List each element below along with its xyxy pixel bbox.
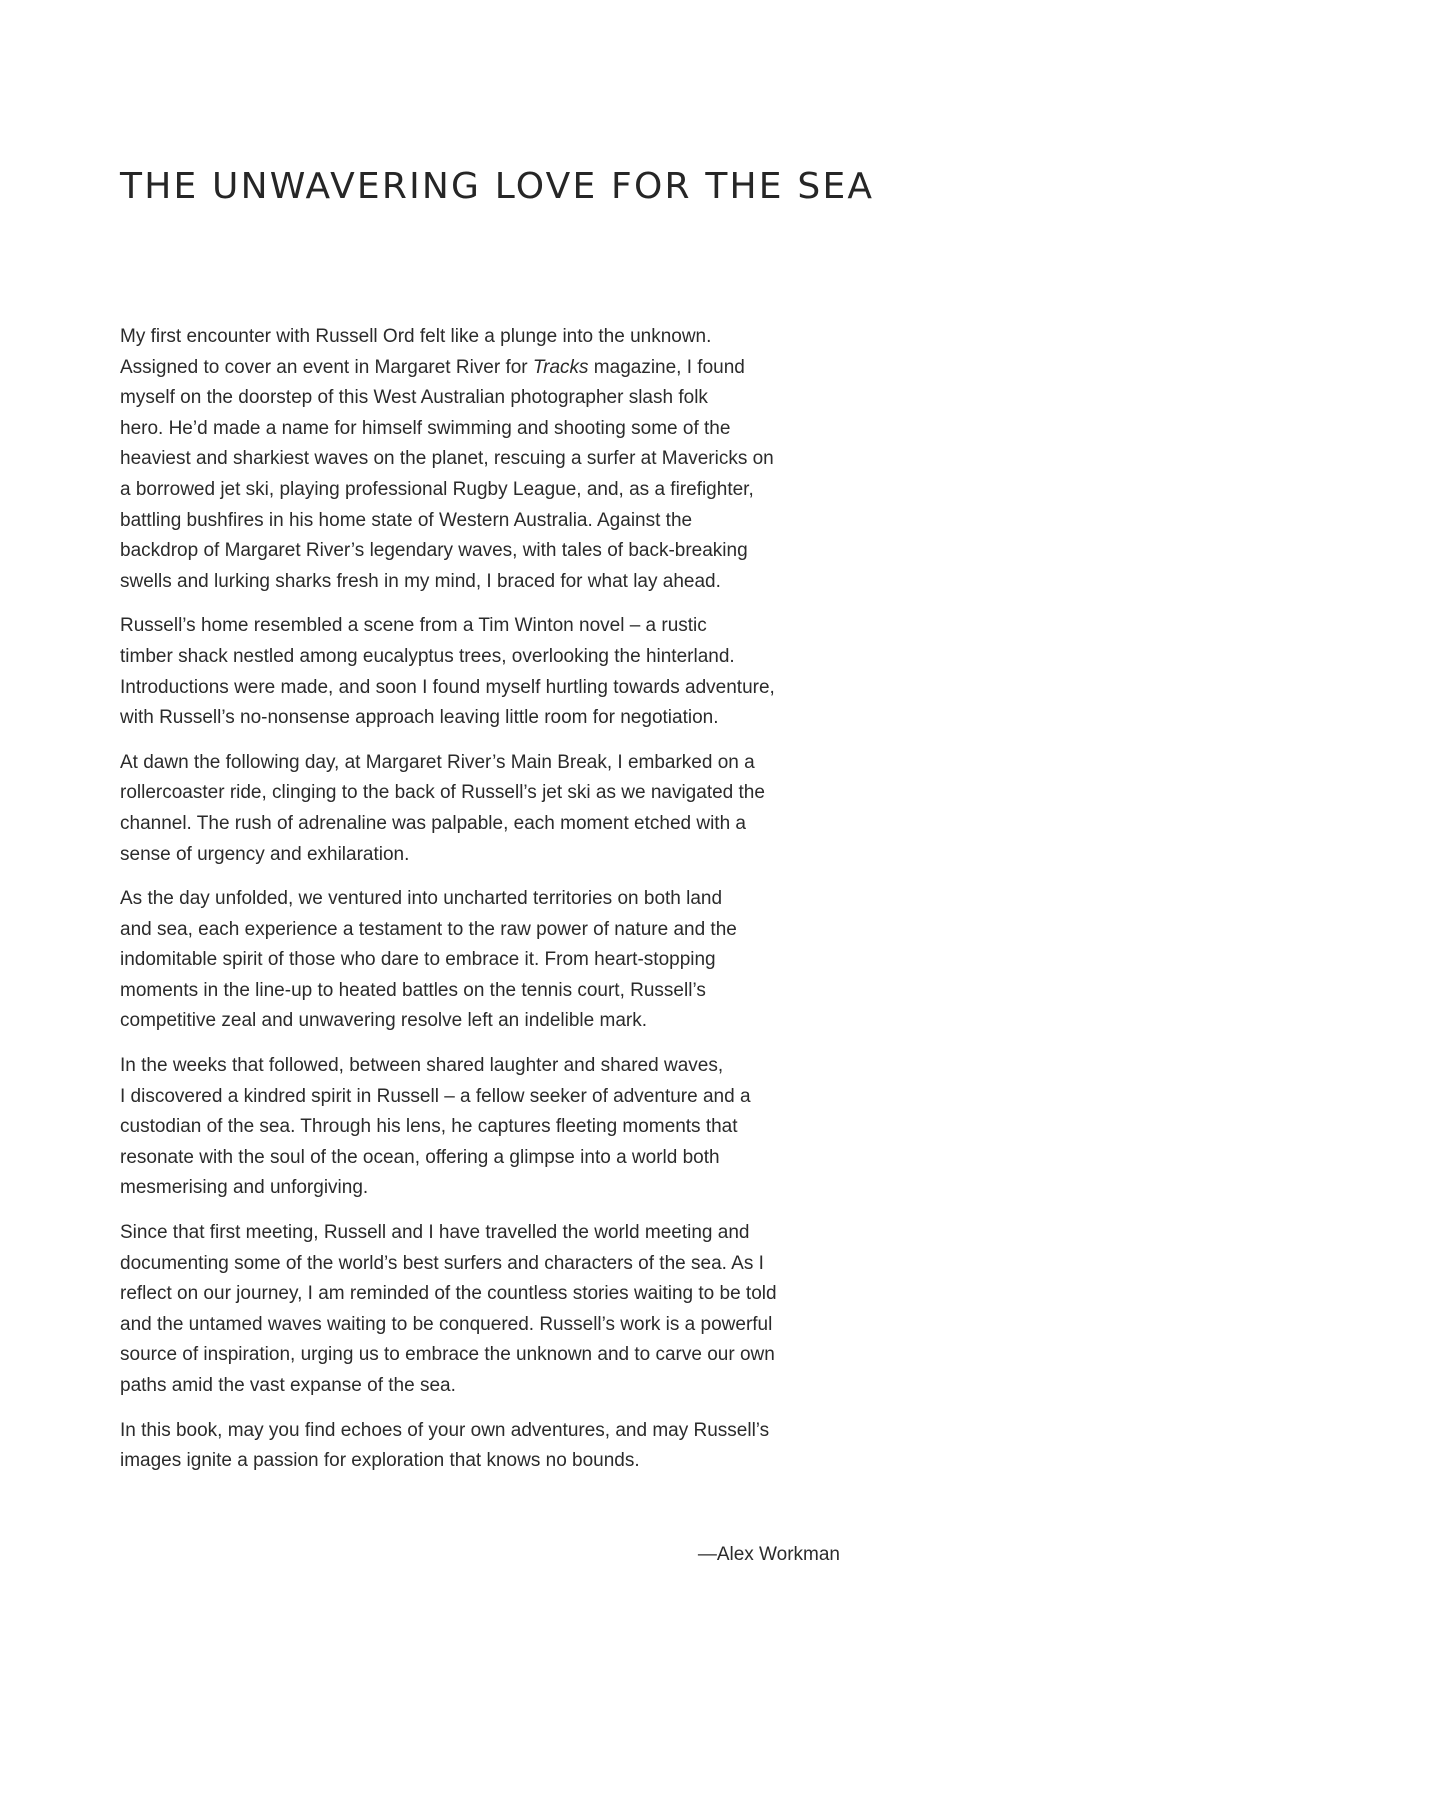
text-line: with Russell’s no-nonsense approach leaving little room for negotiation. bbox=[120, 707, 719, 729]
text-line bbox=[120, 353, 840, 384]
text-line: custodian of the sea. Through his lens, he captures fleeting moments that bbox=[120, 1116, 738, 1138]
text-line: hero. He’d made a name for himself swimming and shooting some of the bbox=[120, 417, 731, 439]
text-line: heaviest and sharkiest waves on the planet, rescuing a surfer at Mavericks on bbox=[120, 448, 774, 470]
text-line: Introductions were made, and soon I found myself hurtling towards adventure, bbox=[120, 676, 775, 698]
text-line: competitive zeal and unwavering resolve left an indelible mark. bbox=[120, 1010, 647, 1032]
text-line: source of inspiration, urging us to embrace the unknown and to carve our own bbox=[120, 1344, 775, 1366]
paragraph-1 bbox=[120, 322, 840, 597]
paragraph-7 bbox=[120, 1416, 840, 1477]
text-segment: magazine, I found bbox=[588, 356, 745, 378]
text-line: channel. The rush of adrenaline was palpable, each moment etched with a bbox=[120, 812, 746, 834]
text-line: Since that first meeting, Russell and I have travelled the world meeting and bbox=[120, 1222, 750, 1244]
paragraph-2 bbox=[120, 611, 840, 733]
text-line: images ignite a passion for exploration that knows no bounds. bbox=[120, 1450, 640, 1472]
paragraph-6 bbox=[120, 1218, 840, 1402]
text-line: timber shack nestled among eucalyptus trees, overlooking the hinterland. bbox=[120, 645, 735, 667]
text-line: and sea, each experience a testament to the raw power of nature and the bbox=[120, 918, 737, 940]
text-line: paths amid the vast expanse of the sea. bbox=[120, 1375, 456, 1396]
magazine-title: Tracks bbox=[532, 356, 589, 378]
text-line: In the weeks that followed, between shared laughter and shared waves, bbox=[120, 1055, 724, 1077]
text-line: rollercoaster ride, clinging to the back of Russell’s jet ski as we navigated the bbox=[120, 782, 765, 804]
text-line: In this book, may you find echoes of your own adventures, and may Russell’s bbox=[120, 1419, 770, 1441]
text-line: indomitable spirit of those who dare to embrace it. From heart-stopping bbox=[120, 949, 716, 971]
text-line: sense of urgency and exhilaration. bbox=[120, 843, 410, 865]
text-line: and the untamed waves waiting to be conquered. Russell’s work is a powerful bbox=[120, 1313, 773, 1335]
text-line: backdrop of Margaret River’s legendary waves, with tales of back-breaking bbox=[120, 540, 748, 562]
author-signature: —Alex Workman bbox=[697, 1544, 840, 1565]
text-line: At dawn the following day, at Margaret River’s Main Break, I embarked on a bbox=[120, 751, 755, 773]
text-line: moments in the line-up to heated battles on the tennis court, Russell’s bbox=[120, 979, 706, 1001]
text-line: battling bushfires in his home state of Western Australia. Against the bbox=[120, 509, 693, 531]
text-line: documenting some of the world’s best surfers and characters of the sea. As I bbox=[120, 1252, 764, 1274]
text-line: reflect on our journey, I am reminded of the countless stories waiting to be told bbox=[120, 1283, 777, 1305]
text-line: a borrowed jet ski, playing professional Rugby League, and, as a firefighter, bbox=[120, 478, 754, 500]
page-title: THE UNWAVERING LOVE FOR THE SEA bbox=[120, 166, 875, 207]
text-line: Russell’s home resembled a scene from a Tim Winton novel – a rustic bbox=[120, 615, 707, 637]
paragraph-5 bbox=[120, 1051, 840, 1204]
text-line: myself on the doorstep of this West Australian photographer slash folk bbox=[120, 387, 708, 409]
text-line: As the day unfolded, we ventured into uncharted territories on both land bbox=[120, 888, 723, 910]
paragraph-4 bbox=[120, 884, 840, 1037]
body-text bbox=[120, 322, 840, 1491]
paragraph-3 bbox=[120, 748, 840, 870]
text-segment: Assigned to cover an event in Margaret River for bbox=[120, 356, 533, 378]
text-line: My first encounter with Russell Ord felt like a plunge into the unknown. bbox=[120, 326, 712, 347]
text-line: I discovered a kindred spirit in Russell – a fellow seeker of adventure and a bbox=[120, 1085, 751, 1107]
text-line: mesmerising and unforgiving. bbox=[120, 1177, 369, 1199]
text-line: resonate with the soul of the ocean, offering a glimpse into a world both bbox=[120, 1146, 720, 1168]
text-line: swells and lurking sharks fresh in my mind, I braced for what lay ahead. bbox=[120, 570, 721, 592]
